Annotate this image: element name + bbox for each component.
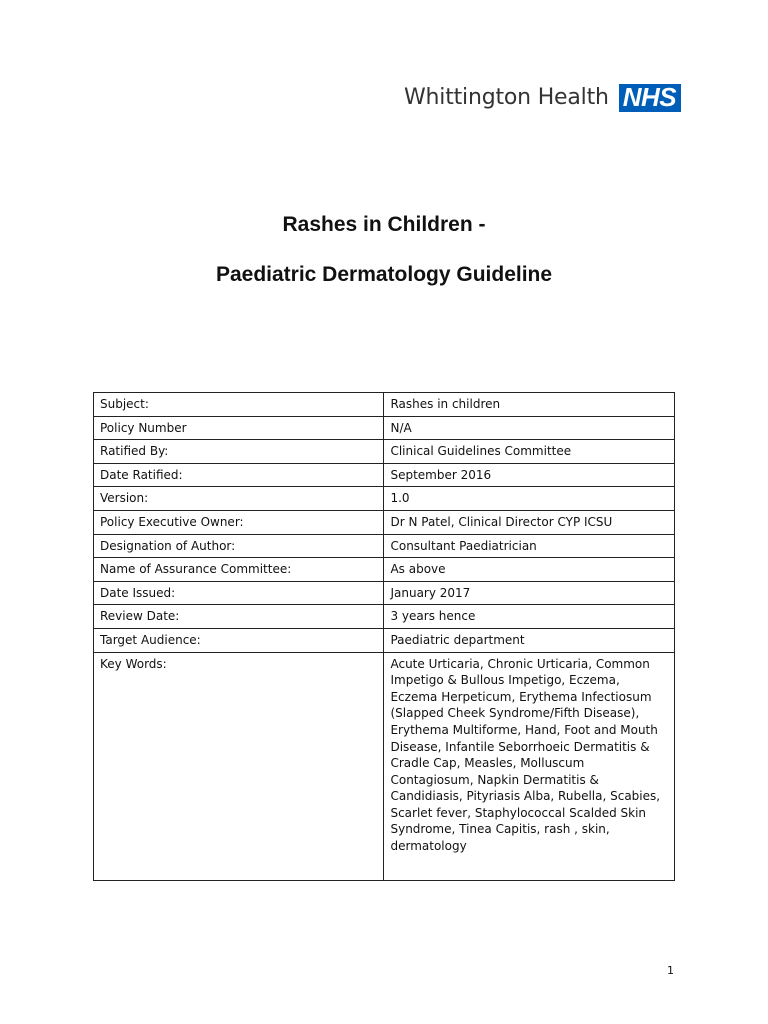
- table-row: [94, 416, 675, 440]
- row-label: Target Audience:: [94, 628, 384, 652]
- row-value: January 2017: [384, 581, 675, 605]
- row-label: Designation of Author:: [94, 534, 384, 558]
- row-value: Dr N Patel, Clinical Director CYP ICSU: [384, 510, 675, 534]
- row-label: Review Date:: [94, 605, 384, 629]
- row-label: Version:: [94, 487, 384, 511]
- header-logo: [404, 84, 681, 112]
- table-row: [94, 558, 675, 582]
- row-value: Clinical Guidelines Committee: [384, 440, 675, 464]
- table-row: [94, 628, 675, 652]
- table-row: [94, 605, 675, 629]
- org-name: Whittington Health: [404, 85, 609, 110]
- row-value: N/A: [384, 416, 675, 440]
- table-row: [94, 510, 675, 534]
- row-value: Rashes in children: [384, 393, 675, 417]
- table-row: [94, 581, 675, 605]
- row-label: Policy Number: [94, 416, 384, 440]
- row-label: Policy Executive Owner:: [94, 510, 384, 534]
- table-row: [94, 440, 675, 464]
- row-label: Name of Assurance Committee:: [94, 558, 384, 582]
- page-number: 1: [667, 964, 674, 977]
- row-value: September 2016: [384, 463, 675, 487]
- row-label: Ratified By:: [94, 440, 384, 464]
- nhs-logo-badge: NHS: [619, 84, 681, 112]
- table-row: [94, 534, 675, 558]
- document-title-line-1: Rashes in Children -: [282, 213, 486, 236]
- table-row: [94, 463, 675, 487]
- table-row: [94, 487, 675, 511]
- row-value: Consultant Paediatrician: [384, 534, 675, 558]
- row-value: As above: [384, 558, 675, 582]
- row-value: Paediatric department: [384, 628, 675, 652]
- row-label: Date Ratified:: [94, 463, 384, 487]
- row-label: Subject:: [94, 393, 384, 417]
- row-label: Key Words:: [94, 652, 384, 880]
- document-title-line-2: Paediatric Dermatology Guideline: [215, 263, 553, 286]
- row-label: Date Issued:: [94, 581, 384, 605]
- table-row: [94, 393, 675, 417]
- row-value: 1.0: [384, 487, 675, 511]
- row-value: 3 years hence: [384, 605, 675, 629]
- policy-details-table: [93, 392, 675, 881]
- key-words-value: Acute Urticaria, Chronic Urticaria, Common Impetigo & Bullous Impetigo, Eczema, Eczema Herpeticum, Erythema Infectiosum (Slapped Cheek Syndrome/Fifth Disease), Erythema Multiforme, Hand, Foot and Mouth Disease, Infantile Seborrhoeic Dermatitis & Cradle Cap, Measles, Molluscum Contagiosum, Napkin Dermatitis & Candidiasis, Pityriasis Alba, Rubella, Scabies, Scarlet fever, Staphylococcal Scalded Skin Syndrome, Tinea Capitis, rash , skin, dermatology: [384, 652, 675, 880]
- table-row-key-words: [94, 652, 675, 880]
